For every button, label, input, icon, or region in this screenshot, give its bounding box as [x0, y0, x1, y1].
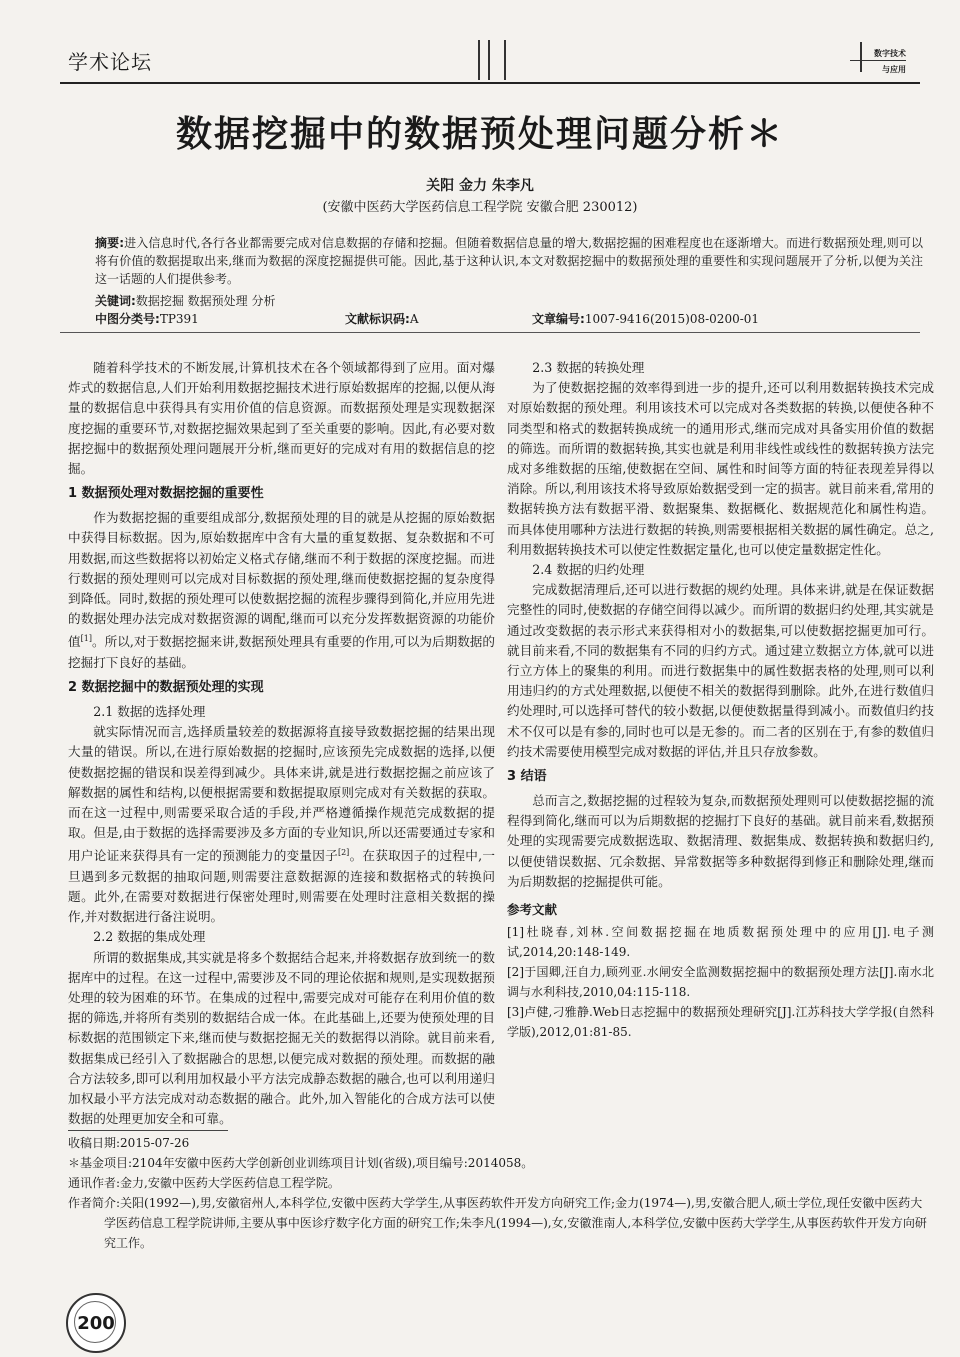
article-number-value: 1007-9416(2015)08-0200-01: [584, 312, 760, 326]
article-number-label: 文章编号:: [532, 312, 585, 326]
abstract-text: 进入信息时代,各行各业都需要完成对信息数据的存储和挖掘。但随着数据信息量的增大,数据挖掘的困难程度也在逐渐增大。而进行数据预处理,则可以将有价值的数据提取出来,继而为数据的深度挖掘提供可能。因此,基于这种认识,本文对数据挖掘中的数据预处理的重要性和实现问题展开了分析,以便为关注这一话题的人们提供参考。: [95, 236, 923, 286]
abstract: [95, 234, 923, 288]
paper-title: 数据挖掘中的数据预处理问题分析＊: [175, 114, 784, 155]
heading-section-2-2: 2.2 数据的集成处理: [93, 929, 206, 945]
section-1-paragraph: [68, 508, 495, 673]
clc-label: 中图分类号:: [95, 312, 160, 326]
section-1-text-end: 。所以,对于数据挖掘来讲,数据预处理具有重要的作用,可以为后期数据的挖掘打下良好的基础。: [68, 634, 496, 670]
heading-section-2-3: 2.3 数据的转换处理: [532, 360, 645, 375]
citation-1: [1]: [80, 634, 92, 644]
reference-item: [1]杜晓春,刘林.空间数据挖掘在地质数据预处理中的应用[J].电子测试,2014,20:148-149.: [507, 925, 934, 960]
abstract-label: 摘要:: [95, 236, 125, 250]
section-2-1-text-end: 。在获取因子的过程中,一旦遇到多元数据的抽取问题,则需要注意数据源的连接和数据格式的转换问题。此外,在需要对数据进行保密处理时,则需要在处理时注意相关数据的操作,并对数据进行备注说明。: [68, 848, 495, 925]
keywords-label: 关键词:: [95, 294, 136, 308]
conclusion-paragraph: 总而言之,数据挖掘的过程较为复杂,而数据预处理则可以使数据挖掘的流程得到简化,继而可以为后期数据的挖掘打下良好的基础。就目前来看,数据预处理的实现需要完成数据选取、数据清理、数据集成、数据转换和数据归约,以便使错误数据、冗余数据、异常数据等多种数据得到修正和删除处理,继而为后期数据的挖掘提供可能。: [507, 793, 934, 889]
document-code: [345, 310, 418, 327]
clc-number: [95, 310, 199, 327]
article-number: [532, 310, 759, 327]
left-column: [68, 358, 495, 1129]
references-title: 参考文献: [507, 902, 558, 918]
section-2-4-paragraph: 完成数据清理后,还可以进行数据的规约处理。具体来讲,就是在保证数据完整性的同时,使数据的存储空间得以减少。而所谓的数据归约处理,其实就是通过改变数据的表示形式来获得相对小的数据集,可以使数据挖掘更加可行。就目前来看,不同的数据集有不同的归约方式。通过建立数据立方体,就可以进行立方体上的聚集的利用。而进行数据集中的属性数据表格的处理,则可以利用违归约的方式处理数据,以便使不相关的数据得到删除。此外,在进行数值归约处理时,可以选择可替代的较小数据,以便使数据量得到减小。而数值归约技术不仅可以是有参的,同时也可以是无参的。而二者的区别在于,有参的数值归约技术需要使用模型完成对数据的评估,并且只存放参数。: [507, 582, 934, 759]
section-2-3-paragraph: 为了使数据挖掘的效率得到进一步的提升,还可以利用数据转换技术完成对原始数据的预处理。利用该技术可以完成对各类数据的转换,以便使各种不同类型和格式的数据转换成统一的通用形式,继而完成对具备实用价值的数据的筛选。而所谓的数据转换,其实也就是利用非线性或线性的数据转换方法完成对多维数据的压缩,使数据在空间、属性和时间等方面的特征表现差异得以消除。所以,利用该技术将导致原始数据受到一定的损害。就目前来看,常用的数据转换方法有数据平滑、数据聚集、数据概化、数据规范化和属性构造。而具体使用哪种方法进行数据的转换,则需要根据相关数据的属性确定。总之,利用数据转换技术可以使定性数据定量化,也可以使定量数据定性化。: [507, 380, 934, 557]
affiliation: (安徽中医药大学医药信息工程学院 安徽合肥 230012): [322, 200, 638, 215]
heading-section-1: 1 数据预处理对数据挖掘的重要性: [68, 486, 264, 502]
corresponding-author: 通讯作者:金力,安徽中医药大学医药信息工程学院。: [68, 1176, 340, 1190]
journal-name-line1: 数字技术: [874, 49, 906, 58]
heading-section-2-4: 2.4 数据的归约处理: [532, 562, 645, 578]
citation-2: [2]: [337, 848, 350, 858]
doc-code-value: A: [409, 312, 419, 326]
header-rule: [60, 82, 920, 84]
journal-name-line2: 与应用: [882, 65, 906, 74]
journal-logo: [850, 46, 906, 82]
authors: 关阳 金力 朱李凡: [426, 178, 534, 194]
author-bio: 作者简介:关阳(1992—),男,安徽宿州人,本科学位,安徽中医药大学学生,从事医药软件开发方向研究工作;金力(1974—),男,安徽合肥人,硕士学位,现任安徽中医药大学医药信息工程学院讲师,主要从事中医诊疗数字化方面的研究工作;朱李凡(1994—),女,安徽淮南人,本科学位,安徽中医药大学学生,从事医药软件开发方向研究工作。: [68, 1196, 927, 1250]
intro-paragraph: 随着科学技术的不断发展,计算机技术在各个领域都得到了应用。面对爆炸式的数据信息,人们开始利用数据挖掘技术进行原始数据库的挖掘,以便从海量的数据信息中获得具有实用价值的信息资源。而数据预处理是实现数据深度挖掘的重要环节,对数据挖掘效果起到了至关重要的影响。因此,有必要对数据挖掘中的数据预处理问题展开分析,继而更好的完成对有用的数据信息的挖掘。: [68, 360, 495, 477]
page-number: 200: [77, 1313, 115, 1334]
received-date: 收稿日期:2015-07-26: [68, 1136, 190, 1150]
section-2-2-paragraph: 所谓的数据集成,其实就是将多个数据结合起来,并将数据存放到统一的数据库中的过程。在这一过程中,需要涉及不同的理论依据和规则,是实现数据预处理的较为困难的环节。在集成的过程中,需要完成对可能存在利用价值的数据的筛选,并将所有类别的数据结合成一体。在此基础上,还要为使预处理的目标数据的范围锁定下来,继而使与数据挖掘无关的数据得以消除。就目前来看,数据集成已经引入了数据融合的思想,以便完成对数据的预处理。而数据的融合方法较多,即可以利用加权最小平方法完成静态数据的融合,也可以利用递归加权最小平方法完成对动态数据的融合。此外,加入智能化的合成方法可以使数据的处理更加安全和可靠。: [68, 949, 495, 1127]
doc-code-label: 文献标识码:: [345, 312, 410, 326]
meta-rule: [60, 332, 920, 333]
section-label: 学术论坛: [68, 50, 152, 74]
journal-logo-stroke: [860, 42, 862, 72]
footnotes: [68, 1133, 928, 1253]
footnote-rule: [68, 1130, 228, 1131]
heading-section-3: 3 结语: [507, 769, 547, 785]
page-number-badge: [66, 1293, 126, 1353]
reference-item: [3]卢健,刁雅静.Web日志挖掘中的数据预处理研究[J].江苏科技大学学报(自然科学版),2012,01:81-85.: [507, 1005, 934, 1040]
keywords: [95, 292, 275, 309]
keywords-text: 数据挖掘 数据预处理 分析: [135, 294, 276, 308]
heading-section-2: 2 数据挖掘中的数据预处理的实现: [68, 680, 264, 696]
section-2-1-text: 就实际情况而言,选择质量较差的数据源将直接导致数据挖掘的结果出现大量的错误。所以,在进行原始数据的挖掘时,应该预先完成数据的选择,以便使数据挖掘的错误和误差得到减少。具体来讲,就是进行数据挖掘之前应该了解数据的属性和结构,以便根据需要和数据提取原则完成对有关数据的获取。而在这一过程中,则需要采取合适的手段,并严格遵循操作规范完成数据的提取。但是,由于数据的选择需要涉及多方面的专业知识,所以还需要通过专家和用户论证来获得具有一定的预测能力的变量因子: [68, 724, 495, 864]
heading-section-2-1: 2.1 数据的选择处理: [93, 704, 206, 720]
section-2-1-paragraph: [68, 722, 495, 927]
fund-note: ＊基金项目:2104年安徽中医药大学创新创业训练项目计划(省级),项目编号:2014058。: [68, 1156, 534, 1170]
header-divider-bars: [478, 40, 506, 80]
section-1-text: 作为数据挖掘的重要组成部分,数据预处理的目的就是从挖掘的原始数据中获得目标数据。因为,原始数据库中含有大量的重复数据、复杂数据和不可用数据,而这些数据将以初始定义格式存储,继而不利于数据的深度挖掘。而进行数据的预处理则可以完成对目标数据的预处理,继而使数据挖掘的复杂度得到降低。同时,数据的预处理可以使数据挖掘的流程步骤得到简化,并应用先进的数据处理办法完成对数据资源的调配,继而可以充分发挥数据资源的功能价值: [68, 510, 495, 650]
clc-value: TP391: [159, 312, 199, 326]
right-column: [507, 358, 934, 1042]
reference-item: [2]于国卿,汪自力,顾列亚.水闸安全监测数据挖掘中的数据预处理方法[J].南水北调与水利科技,2010,04:115-118.: [507, 965, 934, 1000]
journal-logo-rule: [850, 60, 906, 61]
